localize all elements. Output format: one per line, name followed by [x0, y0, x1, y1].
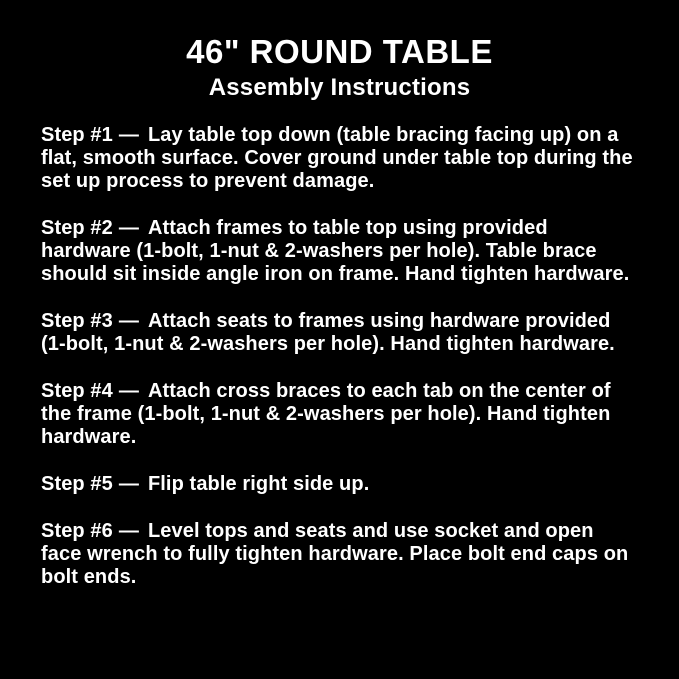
steps-list	[41, 124, 638, 589]
step-5-dash: —	[118, 473, 139, 495]
page-subtitle: Assembly Instructions	[208, 74, 471, 101]
step-6	[41, 520, 638, 589]
step-2-text: Attach frames to table top using provided hardware (1-bolt, 1-nut & 2-washers per hole). Table brace should sit inside angle iron on frame. Hand tighten hardware.	[41, 217, 630, 285]
step-5	[41, 473, 638, 496]
step-1	[41, 124, 638, 193]
header	[41, 32, 638, 103]
step-2-dash: —	[118, 217, 139, 239]
step-3-text: Attach seats to frames using hardware provided (1-bolt, 1-nut & 2-washers per hole). Hand tighten hardware.	[41, 310, 615, 355]
step-5-label: Step #5	[41, 473, 113, 495]
step-4-dash: —	[118, 380, 139, 402]
step-2-label: Step #2	[41, 217, 113, 239]
step-1-label: Step #1	[41, 124, 113, 146]
page-title: 46" ROUND TABLE	[186, 33, 493, 70]
step-2	[41, 217, 638, 286]
step-6-label: Step #6	[41, 520, 113, 542]
step-3	[41, 310, 638, 356]
step-4-label: Step #4	[41, 380, 113, 402]
step-3-dash: —	[118, 310, 139, 332]
step-3-label: Step #3	[41, 310, 113, 332]
step-4	[41, 380, 638, 449]
step-1-dash: —	[118, 124, 139, 146]
step-4-text: Attach cross braces to each tab on the center of the frame (1-bolt, 1-nut & 2-washers per hole). Hand tighten hardware.	[41, 380, 611, 448]
step-6-dash: —	[118, 520, 139, 542]
step-5-text: Flip table right side up.	[147, 473, 370, 495]
step-1-text: Lay table top down (table bracing facing up) on a flat, smooth surface. Cover ground under table top during the set up process to prevent damage.	[41, 124, 633, 192]
step-6-text: Level tops and seats and use socket and open face wrench to fully tighten hardware. Place bolt end caps on bolt ends.	[41, 520, 629, 588]
